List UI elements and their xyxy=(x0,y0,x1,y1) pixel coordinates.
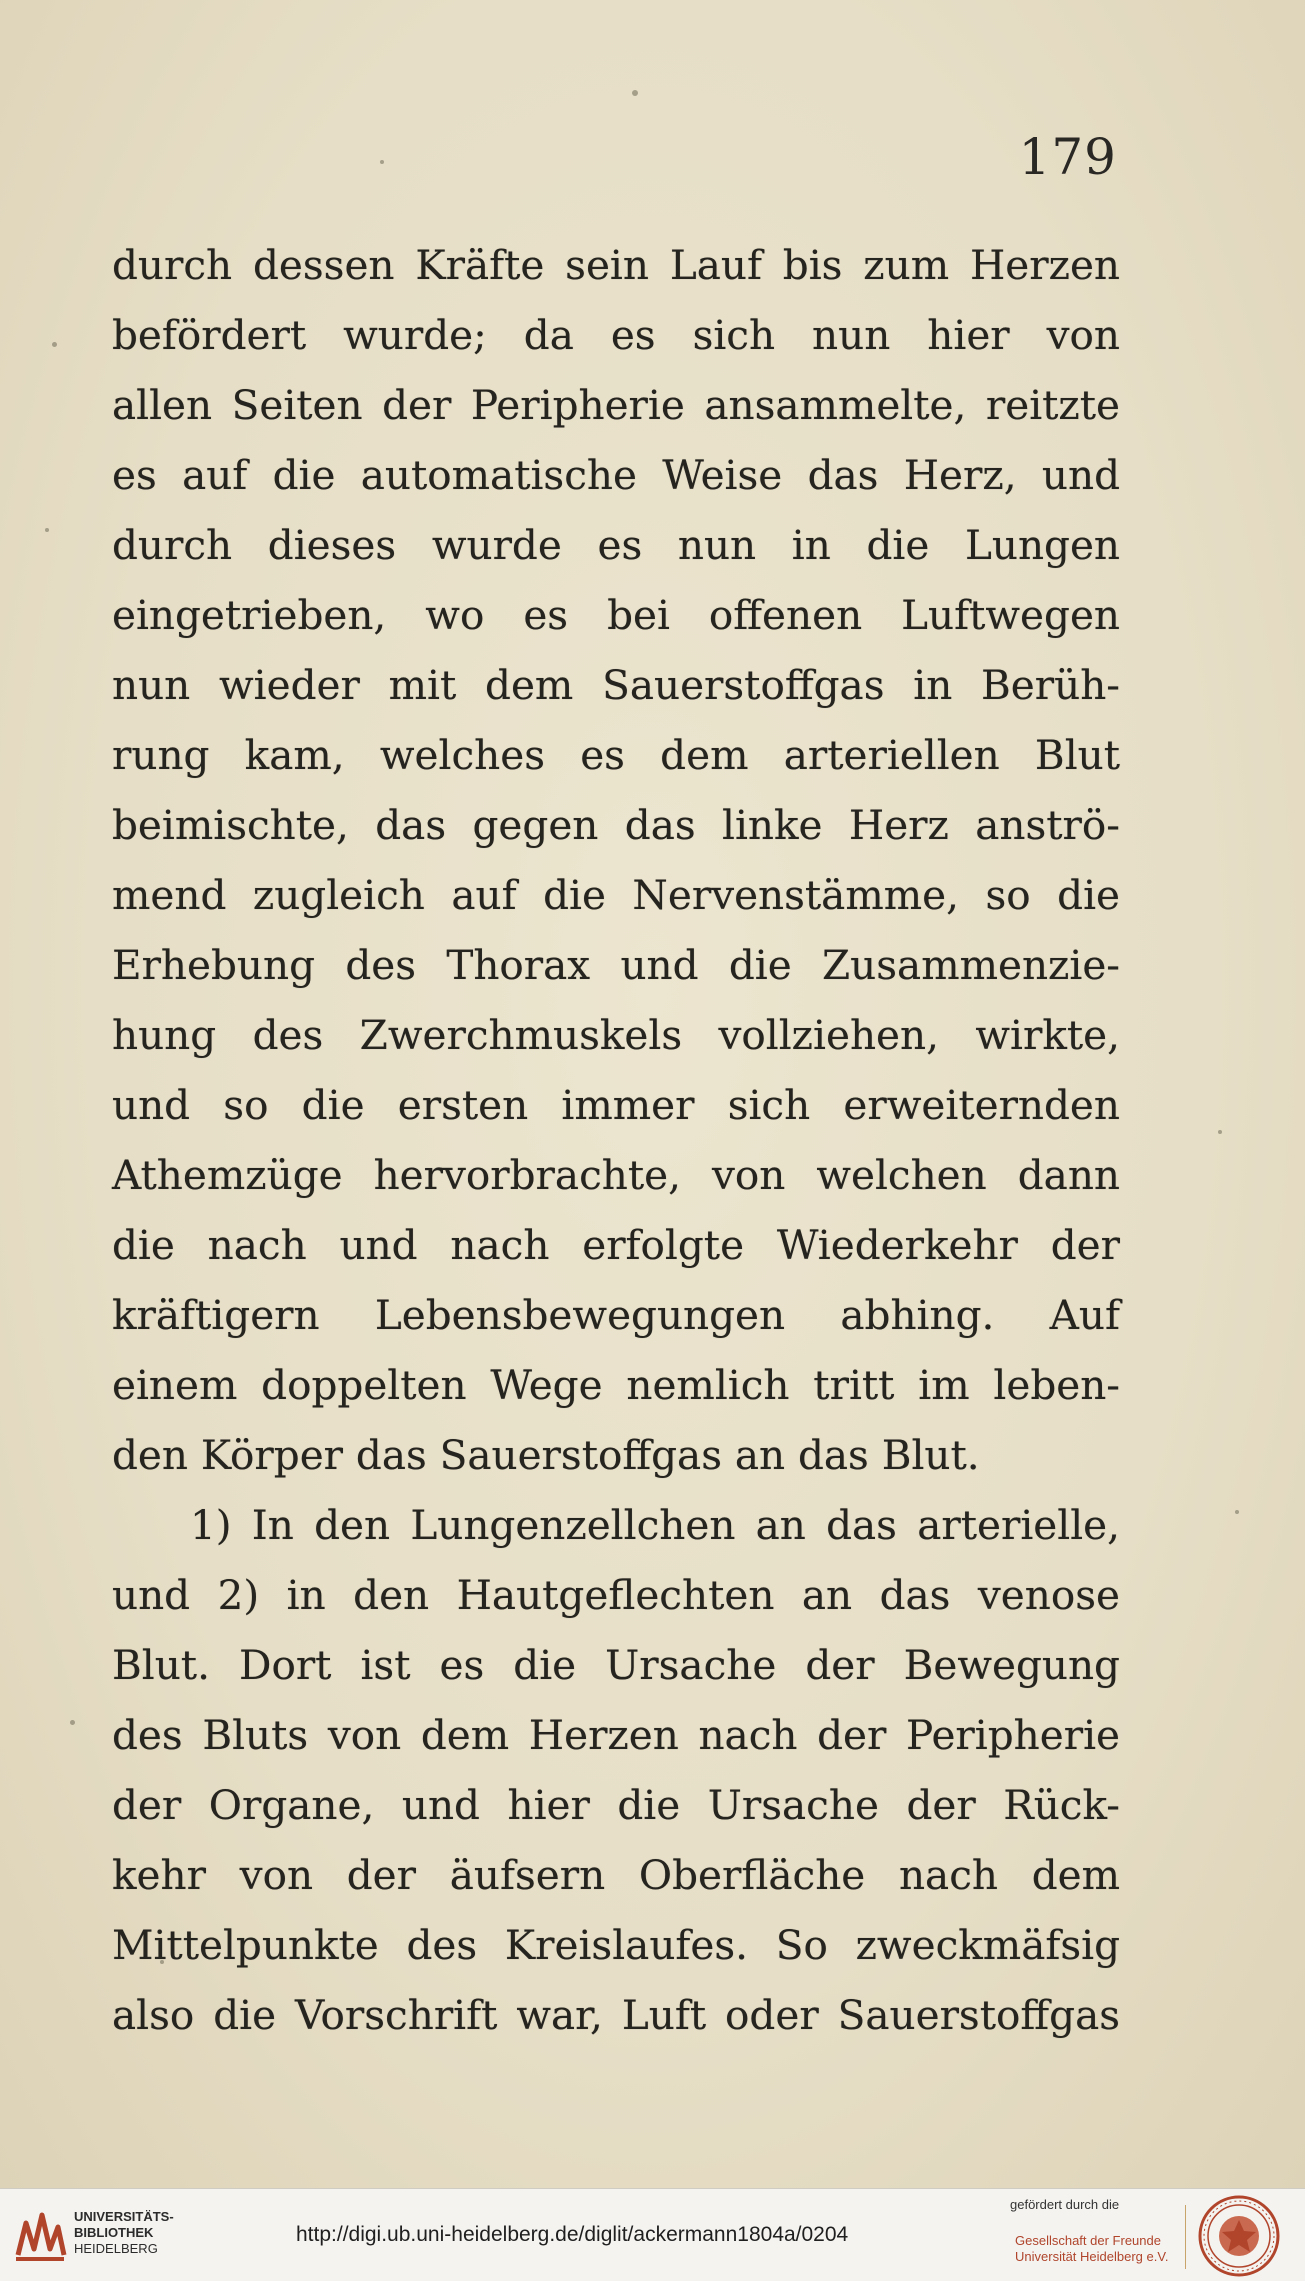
sponsor-name-line: Gesellschaft der Freunde xyxy=(1015,2233,1161,2248)
text-line: es auf die automatische Weise das Herz, und xyxy=(112,451,1120,499)
text-line: rung kam, welches es dem arteriellen Blut xyxy=(112,731,1120,779)
library-name-line: HEIDELBERG xyxy=(74,2241,158,2256)
body-text xyxy=(112,230,1120,2050)
text-line: kräftigern Lebensbewegungen abhing. Auf xyxy=(112,1291,1120,1339)
text-line: eingetrieben, wo es bei offenen Luftwegen xyxy=(112,591,1120,639)
text-line: den Körper das Sauerstoffgas an das Blut. xyxy=(112,1431,980,1479)
text-line: 1) In den Lungenzellchen an das arterielle, xyxy=(190,1501,1120,1549)
permalink-url[interactable]: http://digi.ub.uni-heidelberg.de/diglit/ackermann1804a/0204 xyxy=(296,2223,849,2246)
text-line: durch dessen Kräfte sein Lauf bis zum Herzen xyxy=(112,241,1120,289)
text-line: beimischte, das gegen das linke Herz anströ- xyxy=(112,801,1120,849)
text-line: kehr von der äufsern Oberfläche nach dem xyxy=(112,1851,1120,1899)
paper-speck xyxy=(1218,1130,1222,1134)
sponsor-label: gefördert durch die xyxy=(1010,2197,1120,2212)
footer-bar xyxy=(0,2188,1305,2281)
sponsor-name xyxy=(1015,2233,1168,2265)
text-line: der Organe, und hier die Ursache der Rück- xyxy=(112,1781,1120,1829)
text-line: hung des Zwerchmuskels vollziehen, wirkte, xyxy=(112,1011,1120,1059)
paper-speck xyxy=(380,160,384,164)
library-name-line: BIBLIOTHEK xyxy=(74,2225,154,2240)
text-line: des Bluts von dem Herzen nach der Peripherie xyxy=(112,1711,1120,1759)
society-seal-icon xyxy=(1198,2195,1280,2277)
text-line: durch dieses wurde es nun in die Lungen xyxy=(112,521,1120,569)
page-number: 179 xyxy=(1018,128,1117,186)
paper-speck xyxy=(632,90,638,96)
text-line: nun wieder mit dem Sauerstoffgas in Berüh- xyxy=(112,661,1120,709)
paper-speck xyxy=(70,1720,75,1725)
text-line: Athemzüge hervorbrachte, von welchen dann xyxy=(112,1151,1120,1199)
divider xyxy=(1185,2205,1186,2269)
text-line: und 2) in den Hautgeflechten an das venose xyxy=(112,1571,1120,1619)
text-line: und so die ersten immer sich erweiternden xyxy=(112,1081,1120,1129)
text-line: befördert wurde; da es sich nun hier von xyxy=(112,311,1120,359)
library-name-line: UNIVERSITÄTS- xyxy=(74,2209,174,2224)
text-line: allen Seiten der Peripherie ansammelte, reitzte xyxy=(112,381,1120,429)
text-line: die nach und nach erfolgte Wiederkehr der xyxy=(112,1221,1120,1269)
text-line: einem doppelten Wege nemlich tritt im leben- xyxy=(112,1361,1120,1409)
text-line: Blut. Dort ist es die Ursache der Bewegung xyxy=(112,1641,1120,1689)
paper-speck xyxy=(52,342,57,347)
library-logo-icon xyxy=(12,2205,68,2265)
paper-speck xyxy=(1235,1510,1239,1514)
text-line: Erhebung des Thorax und die Zusammenzie- xyxy=(112,941,1120,989)
sponsor-name-line: Universität Heidelberg e.V. xyxy=(1015,2249,1169,2264)
text-line: mend zugleich auf die Nervenstämme, so die xyxy=(112,871,1120,919)
text-line: Mittelpunkte des Kreislaufes. So zweckmäfsig xyxy=(112,1921,1120,1969)
text-line: also die Vorschrift war, Luft oder Sauerstoffgas xyxy=(112,1991,1120,2039)
paper-speck xyxy=(45,528,49,532)
library-name xyxy=(74,2209,174,2257)
